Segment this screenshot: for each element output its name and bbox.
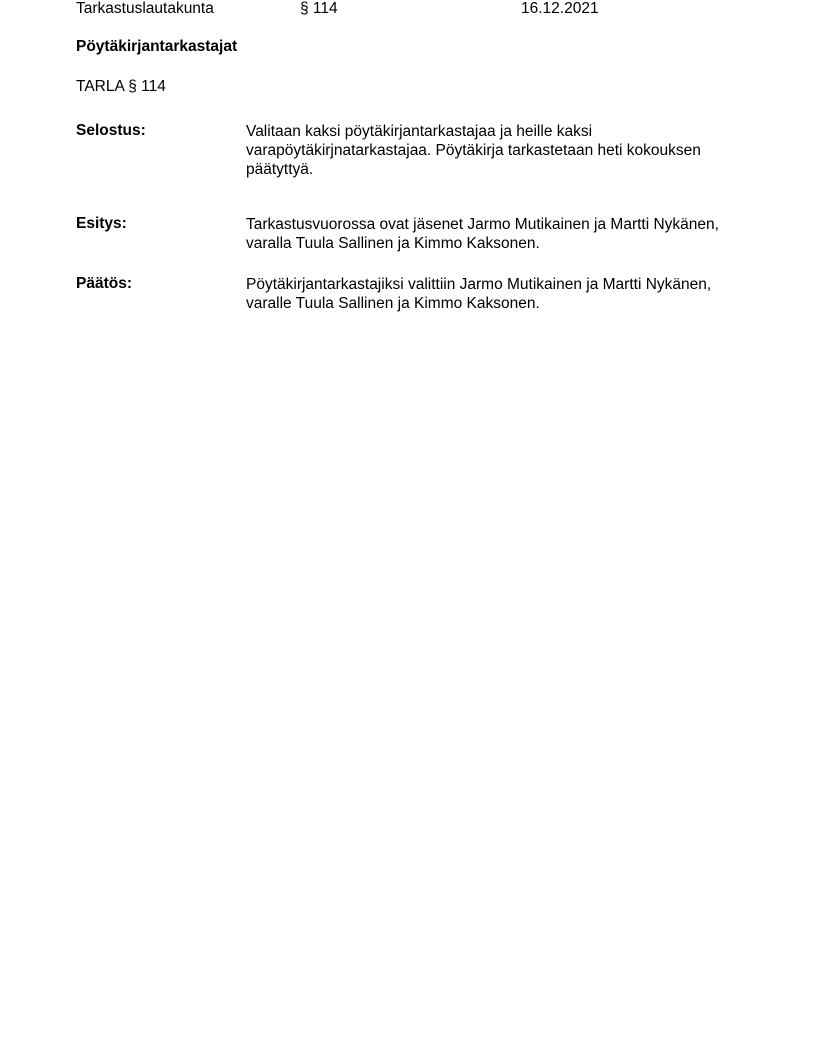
body-line: päätyttyä.: [246, 161, 314, 178]
section-label-esitys: Esitys:: [76, 215, 127, 232]
body-line: varalla Tuula Sallinen ja Kimmo Kaksonen.: [246, 235, 540, 252]
body-line: varalle Tuula Sallinen ja Kimmo Kaksonen.: [246, 295, 540, 312]
body-line: Pöytäkirjantarkastajiksi valittiin Jarmo Mutikainen ja Martti Nykänen,: [246, 276, 712, 293]
section-body-esitys: [246, 215, 746, 253]
section-number: § 114: [300, 0, 338, 17]
meeting-date: 16.12.2021: [521, 0, 599, 17]
body-line: Tarkastusvuorossa ovat jäsenet Jarmo Mutikainen ja Martti Nykänen,: [246, 216, 719, 233]
document-title: Pöytäkirjantarkastajat: [76, 38, 238, 55]
section-body-selostus: [246, 122, 746, 179]
section-body-paatos: [246, 275, 746, 313]
reference-code: TARLA § 114: [76, 78, 166, 95]
body-line: varapöytäkirjnatarkastajaa. Pöytäkirja tarkastetaan heti kokouksen: [246, 142, 701, 159]
body-line: Valitaan kaksi pöytäkirjantarkastajaa ja heille kaksi: [246, 123, 593, 140]
section-label-selostus: Selostus:: [76, 122, 146, 139]
section-label-paatos: Päätös:: [76, 275, 132, 292]
committee-name: Tarkastuslautakunta: [76, 0, 214, 17]
